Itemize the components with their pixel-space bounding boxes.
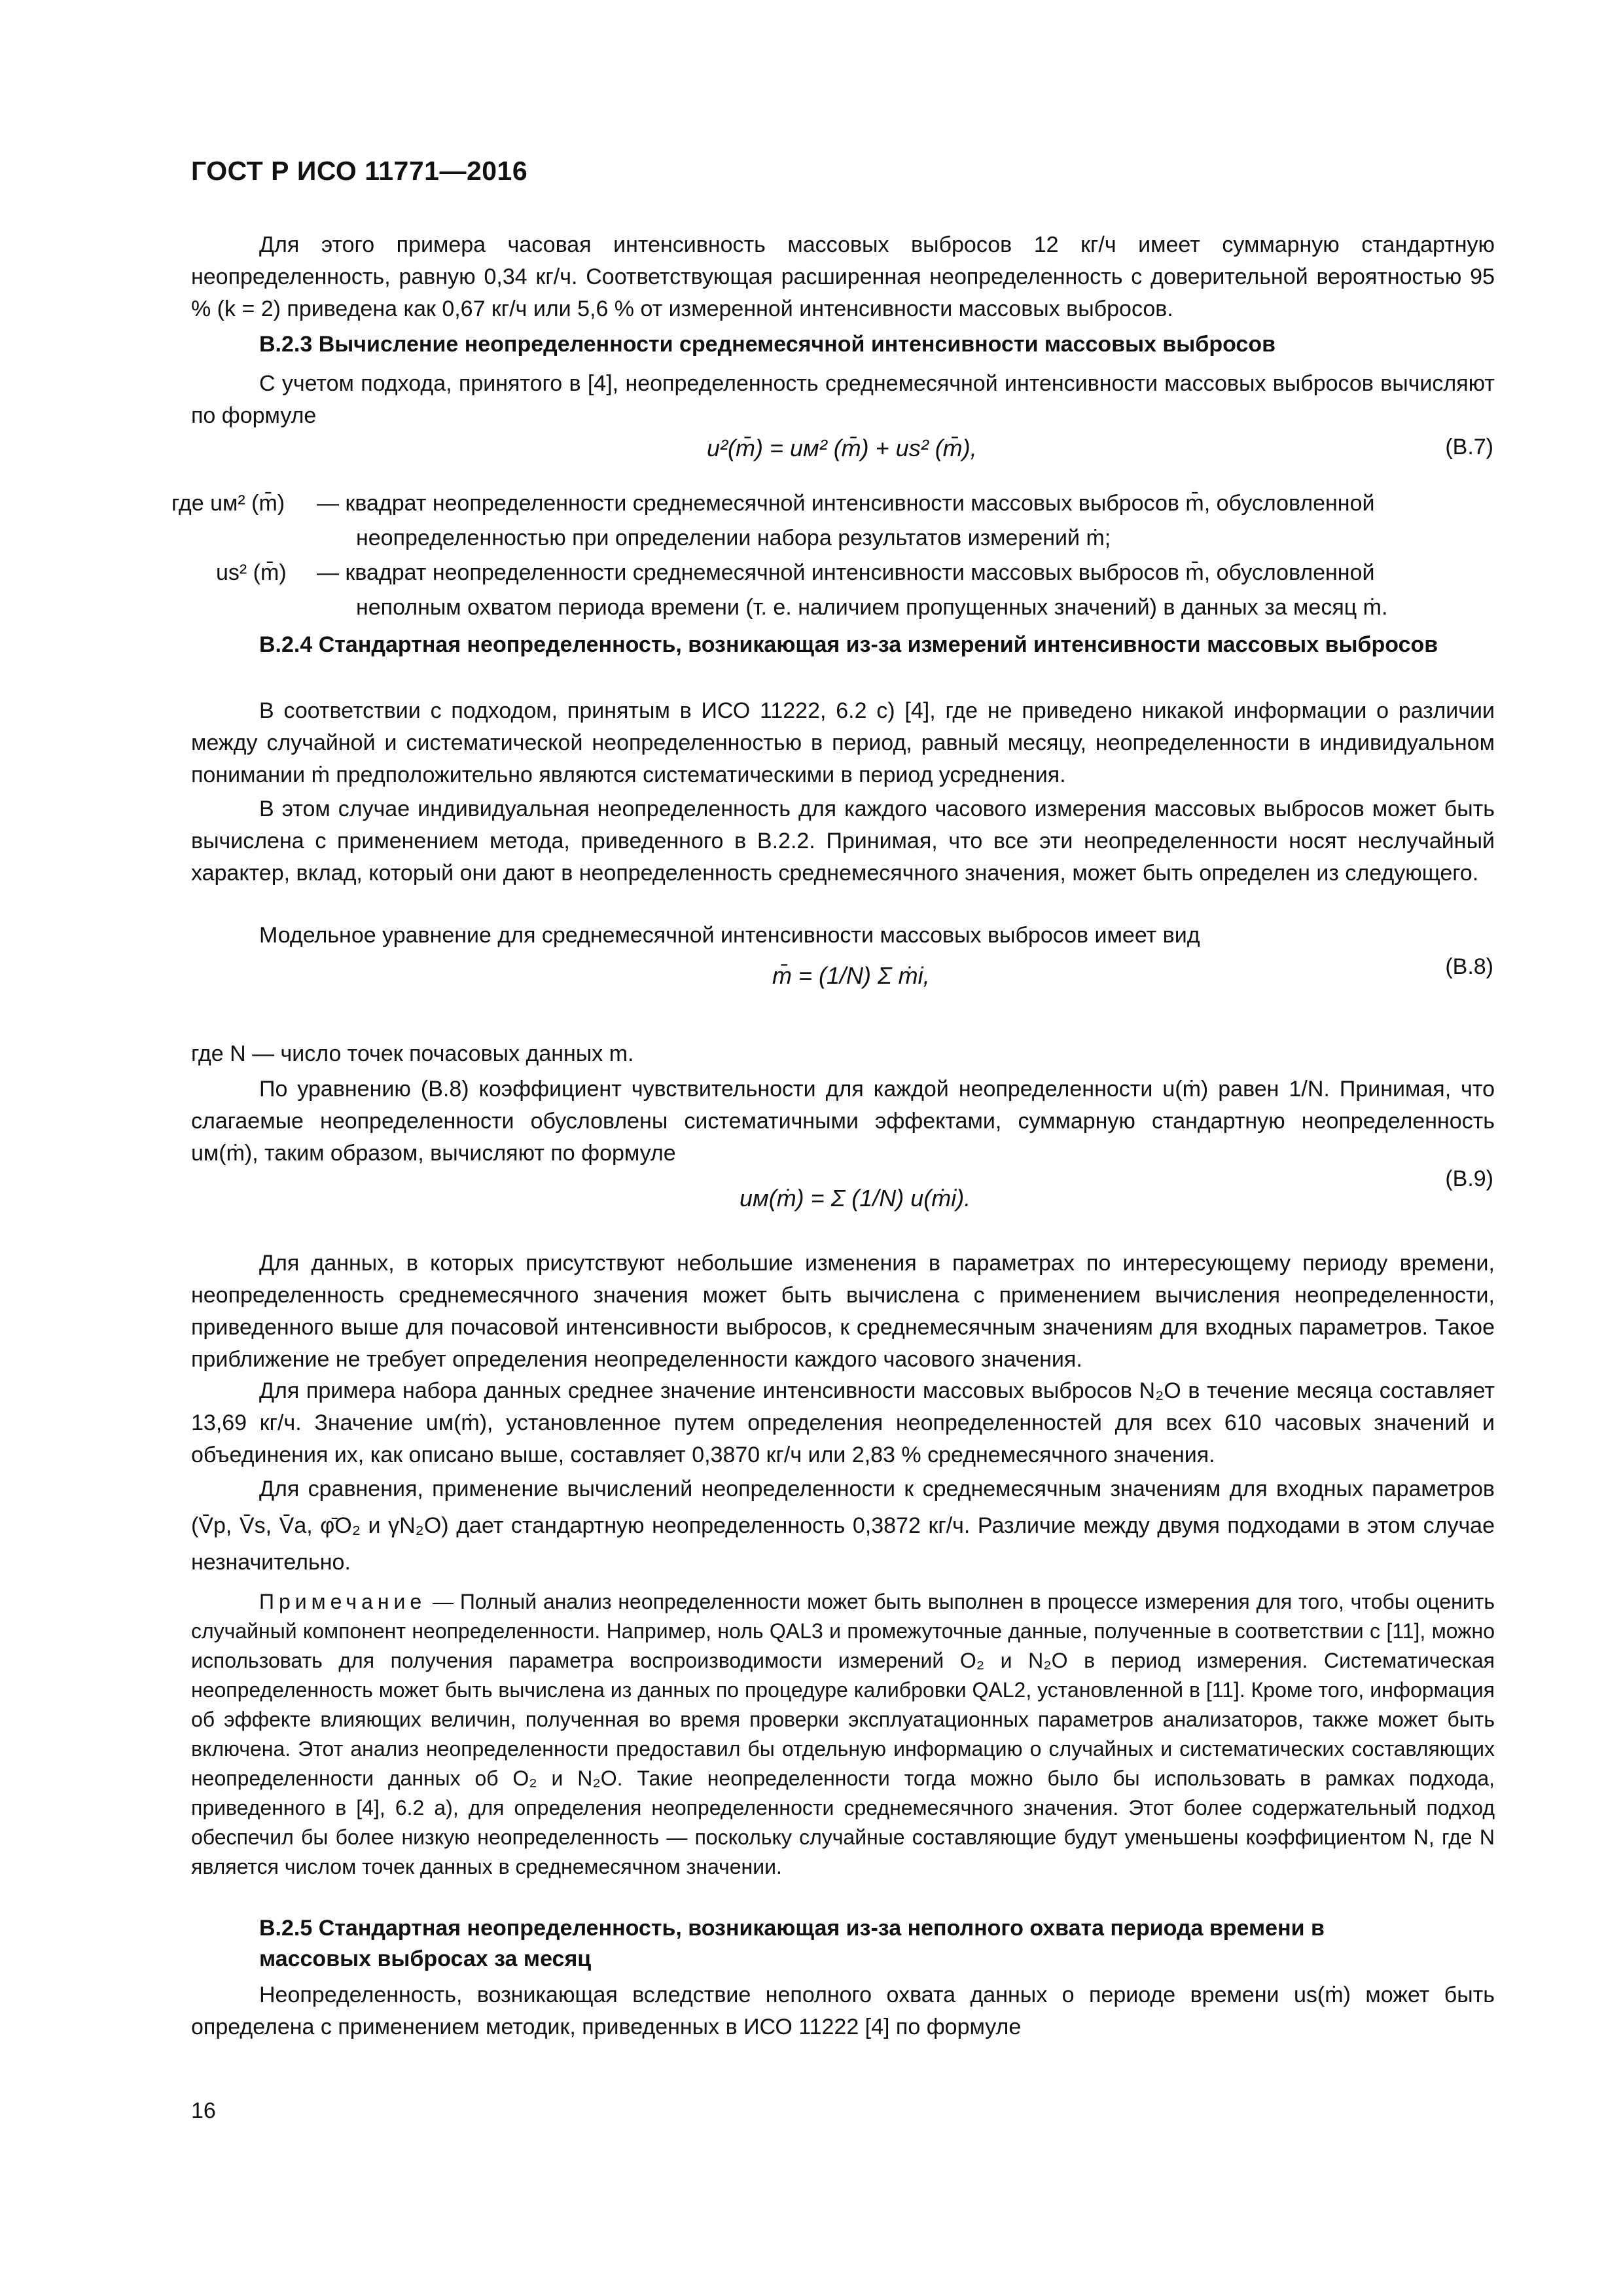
formula-b8: m̄ = (1/N) Σ ṁi, [772,962,930,989]
note-label: Примечание [259,1590,427,1613]
paragraph-b23: С учетом подхода, принятого в [4], неопределенность среднемесячной интенсивности массовых выбросов вычисляют по формуле [191,371,1495,428]
intro-paragraph: Для этого примера часовая интенсивность массовых выбросов 12 кг/ч имеет суммарную стандартную неопределенность, равную 0,34 кг/ч. Соответствующая расширенная неопределенность с доверительной вероятностью 95 % (k = 2) приведена как 0,67 кг/ч или 5,6 % от измеренной интенсивности массовых выбросов. [191,232,1495,321]
section-heading-b23: В.2.3 Вычисление неопределенности среднемесячной интенсивности массовых выбросов [259,332,1276,357]
section-heading-b24: В.2.4 Стандартная неопределенность, возникающая из-за измерений интенсивности массовых выбросов [259,632,1438,657]
paragraph-b24-7: Для сравнения, применение вычислений неопределенности к среднемесячным значениям для входных параметров (V̄p, V̄s, V̄a, φ̄O₂ и γN₂O) дает стандартную неопределенность 0,3872 кг/ч. Различие между двумя подходами в этом случае незначительно. [191,1477,1495,1575]
standard-header: ГОСТ Р ИСО 11771—2016 [191,156,528,186]
where-term-1: где uм² (m̄) [171,491,285,516]
section-heading-b25: В.2.5 Стандартная неопределенность, возникающая из-за неполного охвата периода времени в массовых выбросах за месяц [259,1916,1325,1971]
paragraph-b24-4: По уравнению (В.8) коэффициент чувствительности для каждой неопределенности u(ṁ) равен 1/N. Принимая, что слагаемые неопределенности обусловлены систематичными эффектами, суммарную стандартную неопределенность uм(ṁ), таким образом, вычисляют по формуле [191,1077,1495,1166]
formula-number-b8: (В.8) [1445,954,1493,979]
note-text: — Полный анализ неопределенности может быть выполнен в процессе измерения для того, чтобы оценить случайный компонент неопределенности. Например, ноль QAL3 и промежуточные данные, полученные в соответствии с [11], можно использовать для получения параметра воспроизводимости измерений O₂ и N₂O в период измерения. Систематическая неопределенность может быть вычислена из данных по процедуре калибровки QAL2, установленной в [11]. Кроме того, информация об эффекте влияющих величин, полученная во время проверки эксплуатационных параметров анализаторов, также может быть включена. Этот анализ неопределенности предоставил бы отдельную информацию о случайных и систематических составляющих неопределенности данных об O₂ и N₂O. Такие неопределенности тогда можно было бы использовать в рамках подхода, приведенного в [4], 6.2 а), для определения неопределенности среднемесячного значения. Этот более содержательный подход обеспечил бы более низкую неопределенность — поскольку случайные составляющие будут уменьшены коэффициентом N, где N является числом точек данных в среднемесячном значении. [191,1590,1495,1878]
paragraph-b25: Неопределенность, возникающая вследствие неполного охвата данных о периоде времени us(ṁ) может быть определена с применением методик, приведенных в ИСО 11222 [4] по формуле [191,1982,1495,2039]
paragraph-b24-2: В этом случае индивидуальная неопределенность для каждого часового измерения массовых выбросов может быть вычислена с применением метода, приведенного в В.2.2. Принимая, что все эти неопределенности носят неслучайный характер, вклад, который они дают в неопределенность среднемесячного значения, может быть определен из следующего. [191,797,1495,886]
where-desc-1: — квадрат неопределенности среднемесячной интенсивности массовых выбросов m̄, обусловленной [317,491,1375,516]
formula-b9: uм(ṁ) = Σ (1/N) u(ṁi). [740,1185,971,1211]
where-n-line: где N — число точек почасовых данных m. [191,1041,634,1066]
where-term-2: us² (m̄) [216,560,287,585]
paragraph-b24-1: В соответствии с подходом, принятым в ИСО 11222, 6.2 с) [4], где не приведено никакой информации о различии между случайной и систематической неопределенностью в период, равный месяцу, неопределенности в индивидуальном понимании ṁ предположительно являются систематическими в период усреднения. [191,698,1495,787]
paragraph-b24-5: Для данных, в которых присутствуют небольшие изменения в параметрах по интересующему периоду времени, неопределенность среднемесячного значения может быть вычислена с применением вычисления неопределенности, приведенного выше для почасовой интенсивности выбросов, к среднемесячным значениям для входных параметров. Такое приближение не требует определения неопределенности каждого часового значения. [191,1251,1495,1372]
note-block [191,1587,1495,1882]
formula-number-b7: (В.7) [1445,435,1493,459]
paragraph-b24-6: Для примера набора данных среднее значение интенсивности массовых выбросов N₂O в течение месяца составляет 13,69 кг/ч. Значение uм(ṁ), установленное путем определения неопределенностей для всех 610 часовых значений и объединения их, как описано выше, составляет 0,3870 кг/ч или 2,83 % среднемесячного значения. [191,1378,1495,1467]
where-desc-2: — квадрат неопределенности среднемесячной интенсивности массовых выбросов m̄, обусловленной [317,560,1375,585]
where-desc-1-cont: неопределенностью при определении набора результатов измерений ṁ; [356,526,1111,550]
where-desc-2-cont: неполным охватом периода времени (т. е. наличием пропущенных значений) в данных за месяц ṁ. [356,595,1388,620]
page-number: 16 [191,2098,216,2123]
formula-b7: u²(m̄) = uм² (m̄) + us² (m̄), [707,435,977,461]
paragraph-b24-3: Модельное уравнение для среднемесячной интенсивности массовых выбросов имеет вид [259,923,1200,948]
formula-number-b9: (В.9) [1445,1166,1493,1191]
